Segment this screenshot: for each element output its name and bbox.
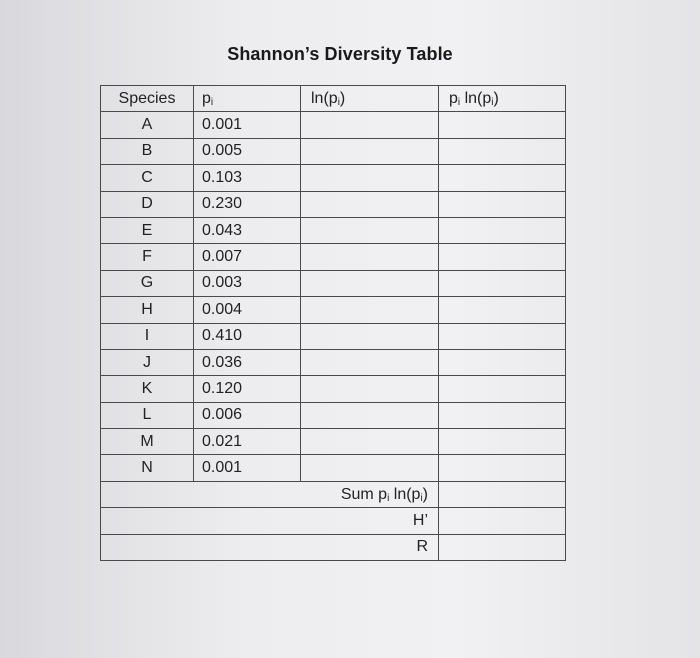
table-row: [101, 244, 566, 270]
pi-ln-pi-cell: [439, 165, 566, 191]
table-row: [101, 270, 566, 296]
species-cell: E: [101, 217, 194, 243]
pi-ln-pi-cell: [439, 429, 566, 455]
pi-cell: 0.230: [194, 191, 301, 217]
species-cell: A: [101, 112, 194, 138]
pi-ln-pi-cell: [439, 455, 566, 481]
pi-cell: 0.006: [194, 402, 301, 428]
ln-pi-cell: [301, 349, 439, 375]
species-cell: K: [101, 376, 194, 402]
header-pi: $p_i$: [194, 86, 301, 112]
species-cell: F: [101, 244, 194, 270]
pi-ln-pi-cell: [439, 297, 566, 323]
pi-cell: 0.043: [194, 217, 301, 243]
pi-ln-pi-cell: [439, 112, 566, 138]
table-row: [101, 429, 566, 455]
ln-pi-cell: [301, 217, 439, 243]
pi-ln-pi-cell: [439, 217, 566, 243]
ln-pi-cell: [301, 376, 439, 402]
species-cell: H: [101, 297, 194, 323]
sum-label: Sum $p_i$ $\ln(p_i)$: [101, 481, 439, 507]
ln-pi-cell: [301, 138, 439, 164]
pi-ln-pi-cell: [439, 138, 566, 164]
diversity-table: [100, 85, 566, 561]
ln-pi-cell: [301, 112, 439, 138]
pi-cell: 0.036: [194, 349, 301, 375]
sum-value-cell: [439, 481, 566, 507]
table-row: [101, 165, 566, 191]
pi-ln-pi-cell: [439, 402, 566, 428]
header-pi-ln-pi: $p_i$ $\ln(p_i)$: [439, 86, 566, 112]
species-cell: I: [101, 323, 194, 349]
pi-cell: 0.021: [194, 429, 301, 455]
pi-ln-pi-cell: [439, 191, 566, 217]
ln-pi-cell: [301, 270, 439, 296]
ln-pi-cell: [301, 191, 439, 217]
pi-cell: 0.120: [194, 376, 301, 402]
header-ln-pi: $\ln(p_i)$: [301, 86, 439, 112]
ln-pi-cell: [301, 297, 439, 323]
h-prime-row: [101, 508, 566, 534]
pi-cell: 0.004: [194, 297, 301, 323]
pi-cell: 0.001: [194, 455, 301, 481]
pi-ln-pi-cell: [439, 349, 566, 375]
table-row: [101, 402, 566, 428]
h-prime-label: H’: [101, 508, 439, 534]
pi-cell: 0.001: [194, 112, 301, 138]
species-cell: D: [101, 191, 194, 217]
pi-cell: 0.005: [194, 138, 301, 164]
species-cell: J: [101, 349, 194, 375]
header-species: Species: [101, 86, 194, 112]
species-cell: G: [101, 270, 194, 296]
pi-cell: 0.410: [194, 323, 301, 349]
table-row: [101, 455, 566, 481]
pi-ln-pi-cell: [439, 270, 566, 296]
species-cell: M: [101, 429, 194, 455]
r-row: [101, 534, 566, 560]
ln-pi-cell: [301, 455, 439, 481]
r-label: R: [101, 534, 439, 560]
page-title: Shannon’s Diversity Table: [227, 44, 453, 64]
ln-pi-cell: [301, 244, 439, 270]
h-prime-value-cell: [439, 508, 566, 534]
species-cell: C: [101, 165, 194, 191]
table-row: [101, 138, 566, 164]
table-row: [101, 323, 566, 349]
ln-pi-cell: [301, 165, 439, 191]
sum-row: [101, 481, 566, 507]
species-cell: B: [101, 138, 194, 164]
pi-cell: 0.003: [194, 270, 301, 296]
header-row: [101, 86, 566, 112]
table-row: [101, 297, 566, 323]
ln-pi-cell: [301, 429, 439, 455]
table-row: [101, 112, 566, 138]
ln-pi-cell: [301, 402, 439, 428]
pi-ln-pi-cell: [439, 244, 566, 270]
table-row: [101, 376, 566, 402]
ln-pi-cell: [301, 323, 439, 349]
pi-cell: 0.007: [194, 244, 301, 270]
pi-ln-pi-cell: [439, 376, 566, 402]
species-cell: L: [101, 402, 194, 428]
pi-cell: 0.103: [194, 165, 301, 191]
species-cell: N: [101, 455, 194, 481]
pi-ln-pi-cell: [439, 323, 566, 349]
r-value-cell: [439, 534, 566, 560]
table-row: [101, 349, 566, 375]
table-row: [101, 191, 566, 217]
table-row: [101, 217, 566, 243]
